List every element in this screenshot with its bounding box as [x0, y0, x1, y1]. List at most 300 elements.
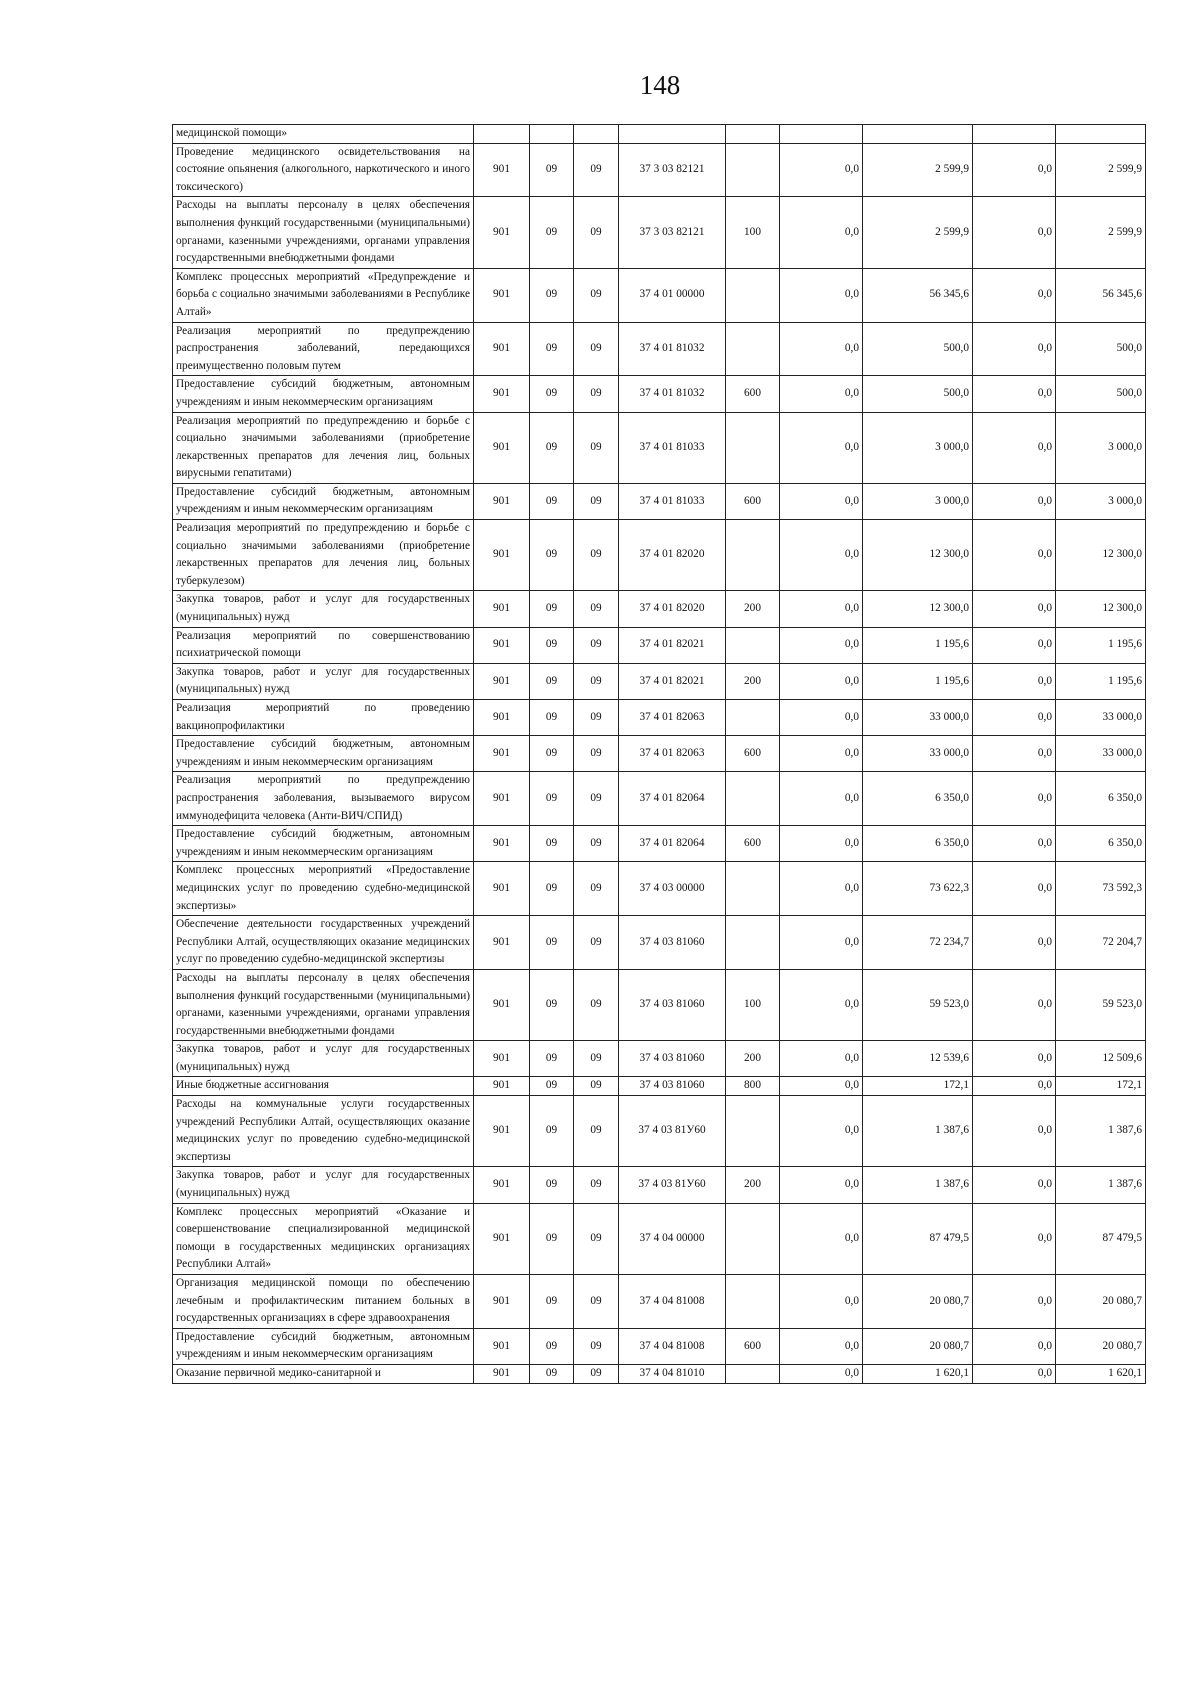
cell-subsection: 09: [574, 1096, 619, 1167]
table-row: [173, 862, 1146, 916]
table-row: [173, 700, 1146, 736]
cell-name: Предоставление субсидий бюджетным, автономным учреждениям и иным некоммерческим организациям: [173, 376, 474, 412]
cell-amount-4: 59 523,0: [1056, 969, 1146, 1040]
cell-amount-1: 0,0: [780, 591, 863, 627]
cell-amount-1: 0,0: [780, 322, 863, 376]
cell-amount-4: 87 479,5: [1056, 1203, 1146, 1274]
cell-target-article: 37 4 04 81008: [619, 1275, 726, 1329]
cell-amount-4: 172,1: [1056, 1077, 1146, 1096]
cell-amount-1: 0,0: [780, 826, 863, 862]
cell-section: 09: [530, 700, 574, 736]
cell-amount-3: 0,0: [973, 376, 1056, 412]
cell-target-article: 37 4 03 00000: [619, 862, 726, 916]
cell-target-article: 37 3 03 82121: [619, 143, 726, 197]
cell-amount-1: 0,0: [780, 1041, 863, 1077]
cell-section: 09: [530, 969, 574, 1040]
cell-amount-4: 56 345,6: [1056, 268, 1146, 322]
cell-target-article: 37 4 04 00000: [619, 1203, 726, 1274]
cell-amount-4: 2 599,9: [1056, 143, 1146, 197]
cell-admin-code: 901: [474, 1041, 530, 1077]
cell-admin-code: 901: [474, 1328, 530, 1364]
cell-subsection: 09: [574, 862, 619, 916]
cell-amount-1: 0,0: [780, 1328, 863, 1364]
cell-subsection: 09: [574, 663, 619, 699]
table-row: [173, 1364, 1146, 1383]
cell-amount-2: 87 479,5: [863, 1203, 973, 1274]
cell-amount-1: 0,0: [780, 1275, 863, 1329]
cell-admin-code: 901: [474, 520, 530, 591]
table-row: [173, 772, 1146, 826]
cell-amount-1: 0,0: [780, 969, 863, 1040]
cell-expense-type: [726, 520, 780, 591]
cell-amount-4: 3 000,0: [1056, 412, 1146, 483]
table-row: [173, 197, 1146, 268]
page-number: 148: [639, 70, 681, 100]
cell-section: 09: [530, 412, 574, 483]
cell-admin-code: 901: [474, 969, 530, 1040]
cell-name: Организация медицинской помощи по обеспечению лечебным и профилактическим питанием больных в государственных организациях в сфере здравоохранения: [173, 1275, 474, 1329]
cell-amount-1: 0,0: [780, 412, 863, 483]
cell-amount-4: [1056, 125, 1146, 144]
cell-section: 09: [530, 663, 574, 699]
cell-subsection: 09: [574, 268, 619, 322]
table-row: [173, 969, 1146, 1040]
table-row: [173, 916, 1146, 970]
cell-amount-2: 33 000,0: [863, 700, 973, 736]
cell-subsection: 09: [574, 1167, 619, 1203]
cell-section: 09: [530, 1041, 574, 1077]
cell-admin-code: 901: [474, 826, 530, 862]
cell-amount-2: 12 300,0: [863, 591, 973, 627]
cell-admin-code: 901: [474, 916, 530, 970]
cell-amount-2: 2 599,9: [863, 197, 973, 268]
cell-section: 09: [530, 1275, 574, 1329]
cell-target-article: 37 4 04 81008: [619, 1328, 726, 1364]
cell-section: 09: [530, 1203, 574, 1274]
cell-amount-4: 12 300,0: [1056, 520, 1146, 591]
cell-expense-type: [726, 1364, 780, 1383]
cell-subsection: 09: [574, 376, 619, 412]
cell-amount-1: 0,0: [780, 1203, 863, 1274]
cell-name: Иные бюджетные ассигнования: [173, 1077, 474, 1096]
cell-name: Реализация мероприятий по предупреждению и борьбе с социально значимыми заболеваниями (приобретение лекарственных препаратов для лечения лиц, больных туберкулезом): [173, 520, 474, 591]
table-row: [173, 322, 1146, 376]
cell-expense-type: [726, 1203, 780, 1274]
cell-amount-1: 0,0: [780, 1167, 863, 1203]
cell-target-article: 37 4 03 81060: [619, 1077, 726, 1096]
cell-amount-1: 0,0: [780, 916, 863, 970]
cell-expense-type: 200: [726, 1167, 780, 1203]
cell-amount-1: 0,0: [780, 143, 863, 197]
cell-amount-2: 6 350,0: [863, 772, 973, 826]
cell-target-article: 37 4 01 82020: [619, 591, 726, 627]
cell-amount-4: 12 509,6: [1056, 1041, 1146, 1077]
cell-target-article: 37 4 03 81060: [619, 1041, 726, 1077]
cell-target-article: 37 4 03 81060: [619, 969, 726, 1040]
cell-name: Оказание первичной медико-санитарной и: [173, 1364, 474, 1383]
cell-subsection: 09: [574, 1077, 619, 1096]
cell-expense-type: [726, 627, 780, 663]
cell-amount-1: 0,0: [780, 700, 863, 736]
cell-amount-2: 2 599,9: [863, 143, 973, 197]
table-row: [173, 1041, 1146, 1077]
cell-subsection: 09: [574, 1275, 619, 1329]
cell-amount-3: 0,0: [973, 736, 1056, 772]
cell-amount-2: 1 195,6: [863, 627, 973, 663]
cell-expense-type: [726, 700, 780, 736]
cell-target-article: 37 4 03 81У60: [619, 1096, 726, 1167]
cell-section: [530, 125, 574, 144]
cell-name: Реализация мероприятий по проведению вакцинопрофилактики: [173, 700, 474, 736]
cell-subsection: 09: [574, 322, 619, 376]
cell-name: Закупка товаров, работ и услуг для государственных (муниципальных) нужд: [173, 663, 474, 699]
cell-amount-3: 0,0: [973, 1328, 1056, 1364]
cell-expense-type: 600: [726, 483, 780, 519]
cell-amount-4: 1 387,6: [1056, 1096, 1146, 1167]
cell-amount-1: 0,0: [780, 736, 863, 772]
cell-expense-type: 100: [726, 969, 780, 1040]
cell-subsection: 09: [574, 591, 619, 627]
cell-amount-1: [780, 125, 863, 144]
cell-amount-1: 0,0: [780, 197, 863, 268]
cell-subsection: 09: [574, 412, 619, 483]
cell-subsection: 09: [574, 772, 619, 826]
cell-amount-4: 33 000,0: [1056, 736, 1146, 772]
cell-amount-2: 500,0: [863, 322, 973, 376]
cell-admin-code: 901: [474, 1275, 530, 1329]
cell-amount-2: 3 000,0: [863, 412, 973, 483]
cell-amount-3: 0,0: [973, 1041, 1056, 1077]
cell-amount-4: 72 204,7: [1056, 916, 1146, 970]
cell-amount-4: 500,0: [1056, 322, 1146, 376]
cell-name: Предоставление субсидий бюджетным, автономным учреждениям и иным некоммерческим организациям: [173, 1328, 474, 1364]
cell-subsection: 09: [574, 483, 619, 519]
cell-amount-3: 0,0: [973, 412, 1056, 483]
cell-target-article: 37 4 01 82020: [619, 520, 726, 591]
cell-admin-code: 901: [474, 627, 530, 663]
table-row: [173, 520, 1146, 591]
cell-subsection: 09: [574, 1203, 619, 1274]
cell-admin-code: 901: [474, 1096, 530, 1167]
cell-amount-4: 1 195,6: [1056, 663, 1146, 699]
cell-amount-2: [863, 125, 973, 144]
cell-amount-3: 0,0: [973, 591, 1056, 627]
cell-amount-2: 73 622,3: [863, 862, 973, 916]
cell-admin-code: 901: [474, 700, 530, 736]
cell-subsection: 09: [574, 826, 619, 862]
cell-section: 09: [530, 143, 574, 197]
cell-amount-2: 1 195,6: [863, 663, 973, 699]
cell-amount-4: 12 300,0: [1056, 591, 1146, 627]
cell-name: медицинской помощи»: [173, 125, 474, 144]
cell-section: 09: [530, 197, 574, 268]
cell-expense-type: [726, 322, 780, 376]
cell-expense-type: 600: [726, 376, 780, 412]
table-row: [173, 412, 1146, 483]
cell-amount-1: 0,0: [780, 1077, 863, 1096]
cell-amount-2: 59 523,0: [863, 969, 973, 1040]
table-row: [173, 125, 1146, 144]
cell-section: 09: [530, 1364, 574, 1383]
cell-section: 09: [530, 862, 574, 916]
cell-name: Расходы на коммунальные услуги государственных учреждений Республики Алтай, осуществляющих оказание медицинских услуг по проведению судебно-медицинской экспертизы: [173, 1096, 474, 1167]
cell-amount-4: 1 387,6: [1056, 1167, 1146, 1203]
cell-expense-type: [726, 1096, 780, 1167]
cell-amount-4: 3 000,0: [1056, 483, 1146, 519]
cell-admin-code: 901: [474, 591, 530, 627]
cell-expense-type: 600: [726, 826, 780, 862]
cell-target-article: 37 4 01 81033: [619, 412, 726, 483]
cell-amount-3: 0,0: [973, 322, 1056, 376]
cell-expense-type: [726, 1275, 780, 1329]
cell-expense-type: [726, 143, 780, 197]
cell-amount-1: 0,0: [780, 1364, 863, 1383]
cell-name: Проведение медицинского освидетельствования на состояние опьянения (алкогольного, наркотического и иного токсического): [173, 143, 474, 197]
table-row: [173, 1167, 1146, 1203]
table-row: [173, 483, 1146, 519]
cell-subsection: 09: [574, 969, 619, 1040]
cell-name: Комплекс процессных мероприятий «Оказание и совершенствование специализированной медицинской помощи в государственных медицинских организациях Республики Алтай»: [173, 1203, 474, 1274]
cell-subsection: 09: [574, 197, 619, 268]
cell-amount-2: 12 300,0: [863, 520, 973, 591]
cell-subsection: [574, 125, 619, 144]
cell-subsection: 09: [574, 1041, 619, 1077]
cell-subsection: 09: [574, 627, 619, 663]
cell-target-article: 37 4 01 81032: [619, 376, 726, 412]
budget-table: [172, 124, 1146, 1384]
cell-expense-type: [726, 862, 780, 916]
cell-admin-code: 901: [474, 862, 530, 916]
cell-amount-2: 6 350,0: [863, 826, 973, 862]
cell-admin-code: [474, 125, 530, 144]
cell-expense-type: 200: [726, 1041, 780, 1077]
cell-expense-type: [726, 916, 780, 970]
cell-amount-3: 0,0: [973, 627, 1056, 663]
cell-section: 09: [530, 1096, 574, 1167]
cell-name: Расходы на выплаты персоналу в целях обеспечения выполнения функций государственными (муниципальными) органами, казенными учреждениями, органами управления государственными внебюджетными фондами: [173, 197, 474, 268]
cell-name: Реализация мероприятий по предупреждению распространения заболеваний, передающихся преимущественно половым путем: [173, 322, 474, 376]
cell-target-article: 37 4 01 82064: [619, 772, 726, 826]
cell-amount-1: 0,0: [780, 268, 863, 322]
cell-section: 09: [530, 736, 574, 772]
cell-amount-3: 0,0: [973, 520, 1056, 591]
cell-subsection: 09: [574, 916, 619, 970]
cell-expense-type: 200: [726, 663, 780, 699]
cell-target-article: 37 4 01 82021: [619, 627, 726, 663]
cell-expense-type: 600: [726, 736, 780, 772]
cell-subsection: 09: [574, 1328, 619, 1364]
cell-amount-3: 0,0: [973, 1275, 1056, 1329]
cell-amount-4: 73 592,3: [1056, 862, 1146, 916]
table-row: [173, 1275, 1146, 1329]
cell-amount-1: 0,0: [780, 1096, 863, 1167]
cell-subsection: 09: [574, 143, 619, 197]
cell-target-article: 37 4 01 82063: [619, 736, 726, 772]
cell-amount-4: 33 000,0: [1056, 700, 1146, 736]
cell-admin-code: 901: [474, 772, 530, 826]
cell-expense-type: 800: [726, 1077, 780, 1096]
cell-amount-3: 0,0: [973, 772, 1056, 826]
cell-name: Расходы на выплаты персоналу в целях обеспечения выполнения функций государственными (муниципальными) органами, казенными учреждениями, органами управления государственными внебюджетными фондами: [173, 969, 474, 1040]
cell-admin-code: 901: [474, 143, 530, 197]
cell-name: Закупка товаров, работ и услуг для государственных (муниципальных) нужд: [173, 591, 474, 627]
cell-amount-3: 0,0: [973, 862, 1056, 916]
cell-amount-3: 0,0: [973, 1077, 1056, 1096]
cell-expense-type: 600: [726, 1328, 780, 1364]
table-row: [173, 1096, 1146, 1167]
table-row: [173, 591, 1146, 627]
table-row: [173, 627, 1146, 663]
table-row: [173, 736, 1146, 772]
cell-amount-4: 2 599,9: [1056, 197, 1146, 268]
cell-target-article: 37 4 01 82064: [619, 826, 726, 862]
cell-name: Обеспечение деятельности государственных учреждений Республики Алтай, осуществляющих оказание медицинских услуг по проведению судебно-медицинской экспертизы: [173, 916, 474, 970]
cell-name: Реализация мероприятий по предупреждению и борьбе с социально значимыми заболеваниями (приобретение лекарственных препаратов для лечения лиц, больных вирусными гепатитами): [173, 412, 474, 483]
cell-amount-2: 3 000,0: [863, 483, 973, 519]
cell-amount-2: 72 234,7: [863, 916, 973, 970]
cell-amount-2: 20 080,7: [863, 1275, 973, 1329]
cell-amount-2: 1 387,6: [863, 1167, 973, 1203]
cell-amount-3: 0,0: [973, 916, 1056, 970]
cell-amount-3: 0,0: [973, 1167, 1056, 1203]
cell-name: Реализация мероприятий по предупреждению распространения заболевания, вызываемого вирусом иммунодефицита человека (Анти-ВИЧ/СПИД): [173, 772, 474, 826]
cell-amount-3: 0,0: [973, 663, 1056, 699]
table-row: [173, 376, 1146, 412]
cell-amount-3: 0,0: [973, 268, 1056, 322]
cell-admin-code: 901: [474, 1077, 530, 1096]
cell-amount-2: 33 000,0: [863, 736, 973, 772]
cell-target-article: [619, 125, 726, 144]
table-row: [173, 143, 1146, 197]
cell-amount-3: [973, 125, 1056, 144]
cell-target-article: 37 4 01 00000: [619, 268, 726, 322]
cell-expense-type: [726, 268, 780, 322]
cell-section: 09: [530, 268, 574, 322]
budget-table-body: [173, 125, 1146, 1384]
table-row: [173, 268, 1146, 322]
cell-amount-2: 500,0: [863, 376, 973, 412]
cell-amount-1: 0,0: [780, 663, 863, 699]
cell-expense-type: [726, 125, 780, 144]
cell-admin-code: 901: [474, 268, 530, 322]
cell-amount-3: 0,0: [973, 143, 1056, 197]
cell-amount-2: 172,1: [863, 1077, 973, 1096]
cell-section: 09: [530, 1077, 574, 1096]
cell-section: 09: [530, 826, 574, 862]
cell-admin-code: 901: [474, 322, 530, 376]
cell-admin-code: 901: [474, 736, 530, 772]
cell-admin-code: 901: [474, 1364, 530, 1383]
cell-name: Предоставление субсидий бюджетным, автономным учреждениям и иным некоммерческим организациям: [173, 736, 474, 772]
cell-amount-2: 20 080,7: [863, 1328, 973, 1364]
cell-admin-code: 901: [474, 483, 530, 519]
cell-amount-4: 20 080,7: [1056, 1328, 1146, 1364]
cell-target-article: 37 4 01 82021: [619, 663, 726, 699]
cell-amount-3: 0,0: [973, 1203, 1056, 1274]
cell-section: 09: [530, 772, 574, 826]
cell-amount-1: 0,0: [780, 862, 863, 916]
cell-amount-1: 0,0: [780, 627, 863, 663]
cell-target-article: 37 4 03 81060: [619, 916, 726, 970]
cell-target-article: 37 4 01 81032: [619, 322, 726, 376]
cell-target-article: 37 4 01 82063: [619, 700, 726, 736]
cell-amount-4: 1 620,1: [1056, 1364, 1146, 1383]
cell-section: 09: [530, 1167, 574, 1203]
cell-subsection: 09: [574, 736, 619, 772]
cell-name: Закупка товаров, работ и услуг для государственных (муниципальных) нужд: [173, 1167, 474, 1203]
table-row: [173, 1328, 1146, 1364]
cell-amount-2: 56 345,6: [863, 268, 973, 322]
cell-subsection: 09: [574, 700, 619, 736]
cell-name: Реализация мероприятий по совершенствованию психиатрической помощи: [173, 627, 474, 663]
cell-name: Предоставление субсидий бюджетным, автономным учреждениям и иным некоммерческим организациям: [173, 483, 474, 519]
cell-amount-1: 0,0: [780, 520, 863, 591]
table-row: [173, 1077, 1146, 1096]
cell-amount-3: 0,0: [973, 1364, 1056, 1383]
cell-name: Комплекс процессных мероприятий «Предоставление медицинских услуг по проведению судебно-медицинской экспертизы»: [173, 862, 474, 916]
cell-admin-code: 901: [474, 197, 530, 268]
cell-amount-4: 500,0: [1056, 376, 1146, 412]
cell-expense-type: [726, 772, 780, 826]
cell-target-article: 37 4 03 81У60: [619, 1167, 726, 1203]
cell-expense-type: 100: [726, 197, 780, 268]
cell-amount-2: 1 387,6: [863, 1096, 973, 1167]
cell-name: Комплекс процессных мероприятий «Предупреждение и борьба с социально значимыми заболеваниями в Республике Алтай»: [173, 268, 474, 322]
cell-admin-code: 901: [474, 663, 530, 699]
cell-admin-code: 901: [474, 412, 530, 483]
cell-target-article: 37 4 01 81033: [619, 483, 726, 519]
cell-section: 09: [530, 591, 574, 627]
cell-section: 09: [530, 627, 574, 663]
cell-section: 09: [530, 376, 574, 412]
cell-amount-4: 1 195,6: [1056, 627, 1146, 663]
cell-amount-2: 1 620,1: [863, 1364, 973, 1383]
cell-admin-code: 901: [474, 1167, 530, 1203]
cell-amount-4: 6 350,0: [1056, 826, 1146, 862]
cell-name: Предоставление субсидий бюджетным, автономным учреждениям и иным некоммерческим организациям: [173, 826, 474, 862]
cell-amount-1: 0,0: [780, 483, 863, 519]
cell-subsection: 09: [574, 1364, 619, 1383]
cell-section: 09: [530, 1328, 574, 1364]
cell-amount-1: 0,0: [780, 376, 863, 412]
cell-amount-3: 0,0: [973, 1096, 1056, 1167]
cell-name: Закупка товаров, работ и услуг для государственных (муниципальных) нужд: [173, 1041, 474, 1077]
cell-admin-code: 901: [474, 376, 530, 412]
cell-target-article: 37 4 04 81010: [619, 1364, 726, 1383]
cell-amount-3: 0,0: [973, 969, 1056, 1040]
cell-subsection: 09: [574, 520, 619, 591]
cell-amount-4: 20 080,7: [1056, 1275, 1146, 1329]
cell-section: 09: [530, 483, 574, 519]
cell-expense-type: 200: [726, 591, 780, 627]
cell-target-article: 37 3 03 82121: [619, 197, 726, 268]
cell-amount-1: 0,0: [780, 772, 863, 826]
cell-amount-4: 6 350,0: [1056, 772, 1146, 826]
cell-amount-3: 0,0: [973, 197, 1056, 268]
cell-section: 09: [530, 916, 574, 970]
table-row: [173, 663, 1146, 699]
cell-expense-type: [726, 412, 780, 483]
table-row: [173, 1203, 1146, 1274]
cell-section: 09: [530, 322, 574, 376]
cell-amount-2: 12 539,6: [863, 1041, 973, 1077]
cell-admin-code: 901: [474, 1203, 530, 1274]
cell-amount-3: 0,0: [973, 700, 1056, 736]
cell-amount-3: 0,0: [973, 826, 1056, 862]
table-row: [173, 826, 1146, 862]
cell-section: 09: [530, 520, 574, 591]
cell-amount-3: 0,0: [973, 483, 1056, 519]
